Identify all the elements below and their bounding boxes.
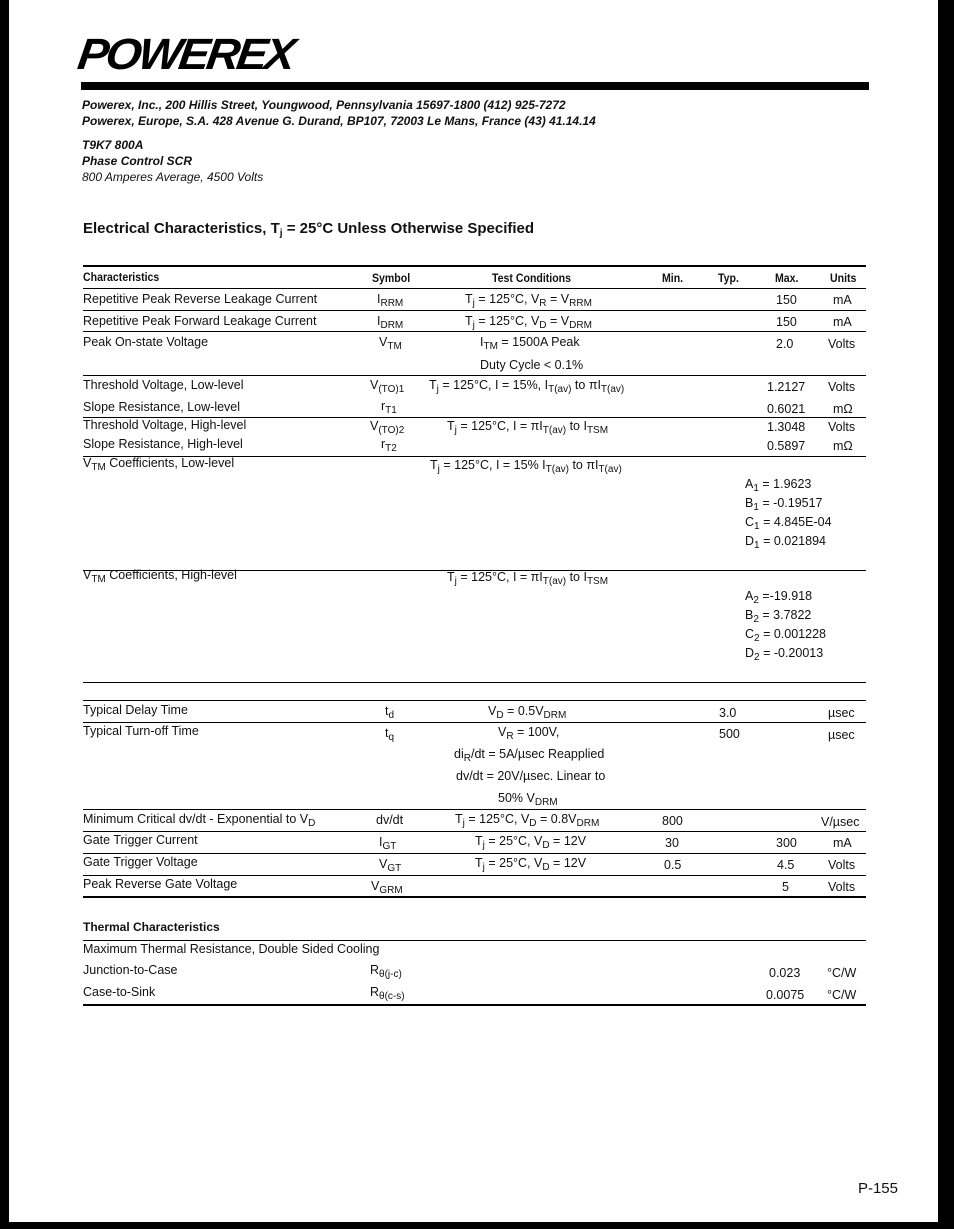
row-tq-conditions: $V_R = 100V$, bbox=[498, 725, 560, 742]
row-vtm-conditions: $I_{TM} = 1500A$ Peak bbox=[480, 335, 580, 352]
row-idrm-units: mA bbox=[833, 315, 852, 329]
row-irrm-symbol: $I_{RRM}$ bbox=[377, 292, 404, 309]
coef-b1: $B_1 = -0.19517$ bbox=[745, 496, 823, 513]
row-rule bbox=[83, 331, 866, 332]
row-idrm-conditions: $T_j = 125^\circ C$, $V_D = V_{DRM}$ bbox=[465, 314, 592, 331]
datasheet-page bbox=[9, 0, 938, 1222]
row-vgt-min: 0.5 bbox=[664, 858, 682, 872]
col-header-min: Min. bbox=[662, 271, 684, 285]
row-dvdt-name: Minimum Critical dv/dt - Exponential to $V_D$ bbox=[83, 812, 316, 829]
row-vgrm-units: Volts bbox=[828, 880, 856, 894]
coef-d1: $D_1 = 0.021894$ bbox=[745, 534, 826, 551]
row-rt1-units: mΩ bbox=[833, 402, 853, 416]
row-igt-units: mA bbox=[833, 836, 852, 850]
col-header-characteristics: Characteristics bbox=[83, 270, 160, 284]
row-rjc-name: Junction-to-Case bbox=[83, 963, 178, 977]
row-rt1-name: Slope Resistance, Low-level bbox=[83, 400, 241, 414]
row-dvdt-min: 800 bbox=[662, 814, 683, 828]
row-rt2-name: Slope Resistance, High-level bbox=[83, 437, 243, 451]
row-rule bbox=[83, 809, 866, 810]
coef-d2: $D_2 = -0.20013$ bbox=[745, 646, 824, 663]
col-header-typ: Typ. bbox=[718, 271, 739, 285]
row-td-symbol: $t_d$ bbox=[385, 704, 395, 721]
row-irrm-conditions: $T_j = 125^\circ C$, $V_R = V_{RRM}$ bbox=[465, 292, 592, 309]
row-vgrm-symbol: $V_{GRM}$ bbox=[371, 879, 403, 896]
col-header-test-conditions: Test Conditions bbox=[492, 271, 572, 285]
address-us: Powerex, Inc., 200 Hillis Street, Youngwood, Pennsylvania 15697-1800 (412) 925-7272 bbox=[82, 98, 566, 112]
table-top-rule bbox=[83, 265, 866, 267]
row-tq-typ: 500 bbox=[719, 727, 740, 741]
table-bottom-rule bbox=[83, 896, 866, 898]
row-tq-symbol: $t_q$ bbox=[385, 726, 395, 743]
row-rcs-symbol: $R_{\theta(c-s)}$ bbox=[370, 985, 405, 1002]
row-irrm-units: mA bbox=[833, 293, 852, 307]
row-vgt-symbol: $V_{GT}$ bbox=[379, 857, 402, 874]
row-coef-high-name: $V_{TM}$ Coefficients, High-level bbox=[83, 568, 237, 585]
row-idrm-max: 150 bbox=[776, 315, 797, 329]
row-tq-units: µsec bbox=[828, 728, 855, 742]
row-td-typ: 3.0 bbox=[719, 706, 737, 720]
row-dvdt-symbol: dv/dt bbox=[376, 813, 404, 827]
row-rjc-max: 0.023 bbox=[769, 966, 801, 980]
row-td-conditions: $V_D = 0.5V_{DRM}$ bbox=[488, 704, 567, 721]
row-irrm-max: 150 bbox=[776, 293, 797, 307]
row-rt2-max: 0.5897 bbox=[767, 439, 806, 453]
address-europe: Powerex, Europe, S.A. 428 Avenue G. Durand, BP107, 72003 Le Mans, France (43) 41.14.14 bbox=[82, 114, 596, 128]
row-tq-name: Typical Turn-off Time bbox=[83, 724, 199, 738]
coef-c2: $C_2 = 0.001228$ bbox=[745, 627, 826, 644]
row-irrm-name: Repetitive Peak Reverse Leakage Current bbox=[83, 292, 318, 306]
thermal-title: Thermal Characteristics bbox=[83, 920, 220, 934]
row-vgt-max: 4.5 bbox=[777, 858, 795, 872]
row-rjc-symbol: $R_{\theta(j-c)}$ bbox=[370, 963, 402, 980]
row-rule bbox=[83, 375, 866, 376]
row-dvdt-units: V/µsec bbox=[821, 815, 860, 829]
row-vtm-max: 2.0 bbox=[776, 337, 794, 351]
section-title: Electrical Characteristics, $T_j = 25^\circ C$ Unless Otherwise Specified bbox=[83, 220, 535, 239]
row-tq-conditions-2: $di_R/dt = 5A/\mu\sec$ Reapplied bbox=[454, 747, 605, 764]
row-vto1-name: Threshold Voltage, Low-level bbox=[83, 378, 244, 392]
row-vto1-symbol: $V_{(TO)1}$ bbox=[370, 378, 405, 395]
row-igt-min: 30 bbox=[665, 836, 679, 850]
row-td-name: Typical Delay Time bbox=[83, 703, 188, 717]
device-type: Phase Control SCR bbox=[82, 154, 193, 168]
col-header-max: Max. bbox=[775, 271, 799, 285]
row-coef-low-conditions: $T_j = 125^\circ C$, I = 15% $I_{T(av)}$ to $\pi I_{T(av)}$ bbox=[430, 458, 622, 475]
col-header-symbol: Symbol bbox=[372, 271, 411, 285]
row-vgt-units: Volts bbox=[828, 858, 856, 872]
page-number: P-155 bbox=[857, 1180, 898, 1197]
row-rule bbox=[83, 831, 866, 832]
thermal-top-rule bbox=[83, 940, 866, 941]
row-rt2-symbol: $r_{T2}$ bbox=[381, 437, 397, 454]
row-vtm-units: Volts bbox=[828, 337, 856, 351]
col-header-units: Units bbox=[830, 271, 857, 285]
row-vto2-max: 1.3048 bbox=[767, 420, 806, 434]
part-number: T9K7 800A bbox=[82, 138, 144, 152]
row-rcs-units: °C/W bbox=[827, 988, 857, 1002]
row-vtm-symbol: $V_{TM}$ bbox=[379, 335, 402, 352]
row-rule bbox=[83, 853, 866, 854]
row-vto1-conditions: $T_j = 125^\circ C$, I = 15%, $I_{T(av)}$ to $\pi I_{T(av)}$ bbox=[429, 378, 625, 395]
row-igt-max: 300 bbox=[776, 836, 797, 850]
row-vto1-max: 1.2127 bbox=[767, 380, 806, 394]
row-vto2-name: Threshold Voltage, High-level bbox=[83, 418, 247, 432]
row-rcs-name: Case-to-Sink bbox=[83, 985, 156, 999]
row-rule bbox=[83, 682, 866, 683]
row-rt1-max: 0.6021 bbox=[767, 402, 806, 416]
device-rating: 800 Amperes Average, 4500 Volts bbox=[82, 170, 264, 184]
row-rule bbox=[83, 700, 866, 701]
row-vto2-conditions: $T_j = 125^\circ C$, $I = \pi I_{T(av)}$ to $I_{TSM}$ bbox=[447, 419, 609, 436]
row-vto2-symbol: $V_{(TO)2}$ bbox=[370, 419, 405, 436]
coef-a2: $A_2 =-19.918$ bbox=[745, 589, 813, 606]
row-coef-low-name: $V_{TM}$ Coefficients, Low-level bbox=[83, 456, 235, 473]
thermal-bottom-rule bbox=[83, 1004, 866, 1006]
powerex-logo: POWEREX bbox=[74, 28, 297, 79]
row-vtm-conditions-2: Duty Cycle < 0.1% bbox=[480, 358, 584, 372]
row-tq-conditions-3: dv/dt = 20V/µsec. Linear to bbox=[456, 769, 606, 783]
row-vtm-name: Peak On-state Voltage bbox=[83, 335, 209, 349]
row-rjc-units: °C/W bbox=[827, 966, 857, 980]
row-dvdt-conditions: $T_j = 125^\circ C$, $V_D = 0.8V_{DRM}$ bbox=[455, 812, 600, 829]
row-rt2-units: mΩ bbox=[833, 439, 853, 453]
header-rule-bottom bbox=[83, 288, 866, 289]
row-td-units: µsec bbox=[828, 706, 855, 720]
row-igt-name: Gate Trigger Current bbox=[83, 833, 198, 847]
row-igt-symbol: $I_{GT}$ bbox=[379, 835, 397, 852]
row-idrm-name: Repetitive Peak Forward Leakage Current bbox=[83, 314, 317, 328]
row-rule bbox=[83, 722, 866, 723]
row-vgrm-name: Peak Reverse Gate Voltage bbox=[83, 877, 238, 891]
row-vgt-conditions: $T_j = 25^\circ C$, $V_D = 12V$ bbox=[475, 856, 587, 873]
row-vgt-name: Gate Trigger Voltage bbox=[83, 855, 198, 869]
row-vto2-units: Volts bbox=[828, 420, 856, 434]
header-rule bbox=[81, 82, 869, 90]
row-coef-high-conditions: $T_j = 125^\circ C$, $I = \pi I_{T(av)}$ to $I_{TSM}$ bbox=[447, 570, 609, 587]
row-vto1-units: Volts bbox=[828, 380, 856, 394]
row-rt1-symbol: $r_{T1}$ bbox=[381, 399, 397, 416]
coef-c1: $C_1 = 4.845E-04$ bbox=[745, 515, 832, 532]
thermal-subtitle: Maximum Thermal Resistance, Double Sided Cooling bbox=[83, 942, 380, 956]
coef-b2: $B_2 = 3.7822$ bbox=[745, 608, 812, 625]
row-rule bbox=[83, 875, 866, 876]
row-idrm-symbol: $I_{DRM}$ bbox=[377, 314, 404, 331]
row-rule bbox=[83, 310, 866, 311]
row-vgrm-max: 5 bbox=[782, 880, 789, 894]
row-tq-conditions-4: 50% $V_{DRM}$ bbox=[498, 791, 558, 808]
row-rcs-max: 0.0075 bbox=[766, 988, 805, 1002]
coef-a1: $A_1 = 1.9623$ bbox=[745, 477, 812, 494]
row-igt-conditions: $T_j = 25^\circ C$, $V_D = 12V$ bbox=[475, 834, 587, 851]
